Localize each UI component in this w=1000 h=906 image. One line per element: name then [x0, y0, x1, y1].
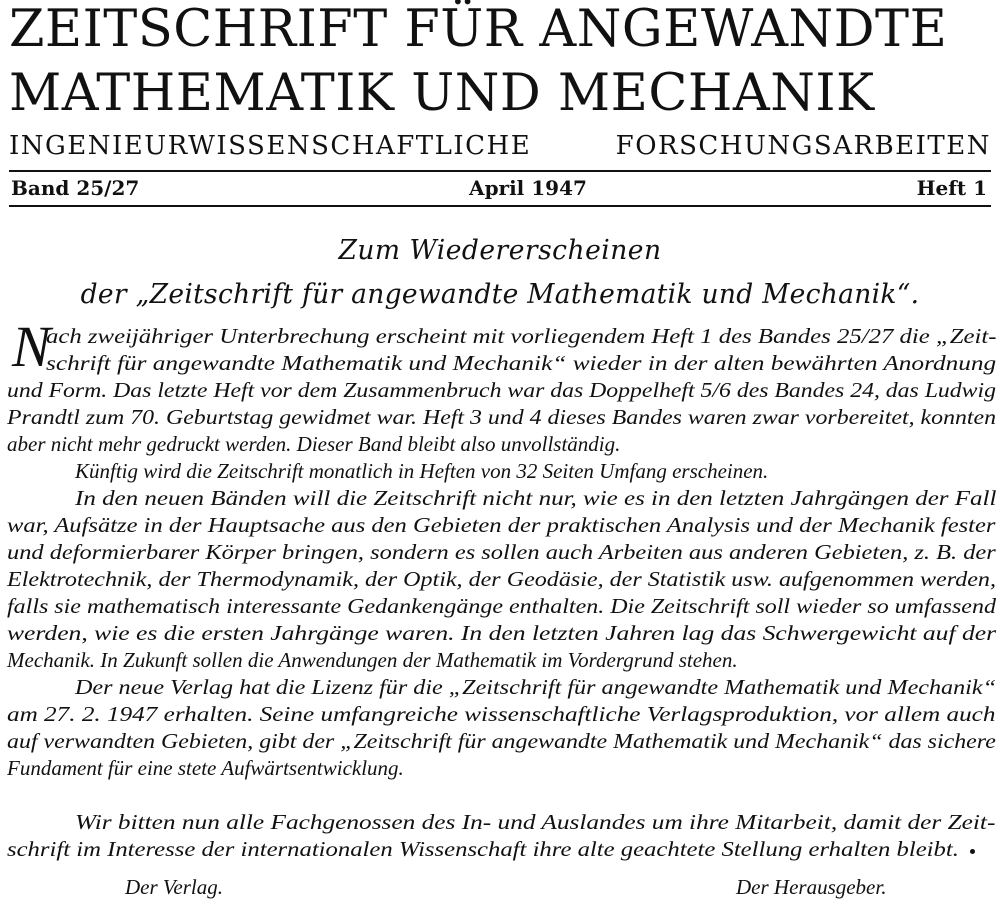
body-line: aber nicht mehr gedruckt werden. Dieser Band bleibt also unvollständig.: [7, 432, 621, 456]
margin-dot: [970, 849, 975, 854]
drop-cap: N: [12, 314, 51, 379]
body-line: und Form. Das letzte Heft vor dem Zusammenbruch war das Doppelheft 5/6 des Bandes 24, das Ludwig: [7, 378, 996, 402]
body-line: Fundament für eine stete Aufwärtsentwicklung.: [7, 756, 404, 780]
body-line: In den neuen Bänden will die Zeitschrift nicht nur, wie es in den letzten Jahrgängen der Fall: [75, 486, 997, 510]
masthead-rule-top: [9, 170, 991, 172]
body-line: falls sie mathematisch interessante Gedankengänge enthalten. Die Zeitschrift soll wieder so umfassend: [7, 594, 996, 618]
body-line: und deformierbarer Körper bringen, sondern es sollen auch Arbeiten aus anderen Gebieten, z. B. der: [7, 540, 996, 564]
journal-title-line-2: MATHEMATIK UND MECHANIK: [9, 64, 875, 123]
body-line: ach zweijähriger Unterbrechung erscheint mit vorliegendem Heft 1 des Bandes 25/27 die „Zeit-: [46, 324, 997, 348]
journal-subtitle-right: FORSCHUNGSARBEITEN: [615, 131, 991, 161]
journal-subtitle-left: INGENIEURWISSENSCHAFTLICHE: [9, 131, 532, 161]
body-line: Wir bitten nun alle Fachgenossen des In- und Auslandes um ihre Mitarbeit, damit der Zeit-: [75, 810, 996, 834]
body-line: Elektrotechnik, der Thermodynamik, der Optik, der Geodäsie, der Statistik usw. aufgenommen werden,: [7, 567, 996, 591]
issue-date: April 1947: [469, 176, 587, 200]
journal-subtitle: [9, 128, 991, 164]
body-line: auf verwandten Gebieten, gibt der „Zeitschrift für angewandte Mathematik und Mechanik“ das sichere: [7, 729, 996, 753]
body-line: war, Aufsätze in der Hauptsache aus den Gebieten der praktischen Analysis und der Mechanik fester: [7, 513, 996, 537]
body-line: werden, wie es die ersten Jahrgänge waren. In den letzten Jahren lag das Schwergewicht auf der: [7, 621, 997, 645]
body-line: Der neue Verlag hat die Lizenz für die „Zeitschrift für angewandte Mathematik und Mechanik“: [75, 675, 996, 699]
body-line: Mechanik. In Zukunft sollen die Anwendungen der Mathematik im Vordergrund stehen.: [7, 648, 738, 672]
masthead-rule-bottom: [9, 205, 991, 207]
body-line: schrift für angewandte Mathematik und Mechanik“ wieder in der alten bewährten Anordnung: [46, 351, 997, 375]
signature-publisher: Der Verlag.: [125, 875, 223, 899]
body-line: Künftig wird die Zeitschrift monatlich in Heften von 32 Seiten Umfang erscheinen.: [75, 459, 769, 483]
article-heading-line-2: der „Zeitschrift für angewandte Mathematik und Mechanik“.: [80, 279, 920, 310]
body-line: Prandtl zum 70. Geburtstag gewidmet war. Heft 3 und 4 dieses Bandes waren zwar vorbereitet, konnten: [7, 405, 997, 429]
body-line: am 27. 2. 1947 erhalten. Seine umfangreiche wissenschaftliche Verlagsproduktion, vor allem auch: [7, 702, 996, 726]
issue-volume: Band 25/27: [11, 176, 140, 200]
journal-title-line-1: ZEITSCHRIFT FÜR ANGEWANDTE: [9, 0, 948, 59]
article-heading-line-1: Zum Wiedererscheinen: [338, 235, 662, 266]
issue-bar: [11, 173, 987, 203]
body-line: schrift im Interesse der internationalen Wissenschaft ihre alte geachtete Stellung erhalten bleibt.: [7, 837, 959, 861]
signature-editor: Der Herausgeber.: [736, 875, 887, 899]
issue-number: Heft 1: [916, 176, 987, 200]
